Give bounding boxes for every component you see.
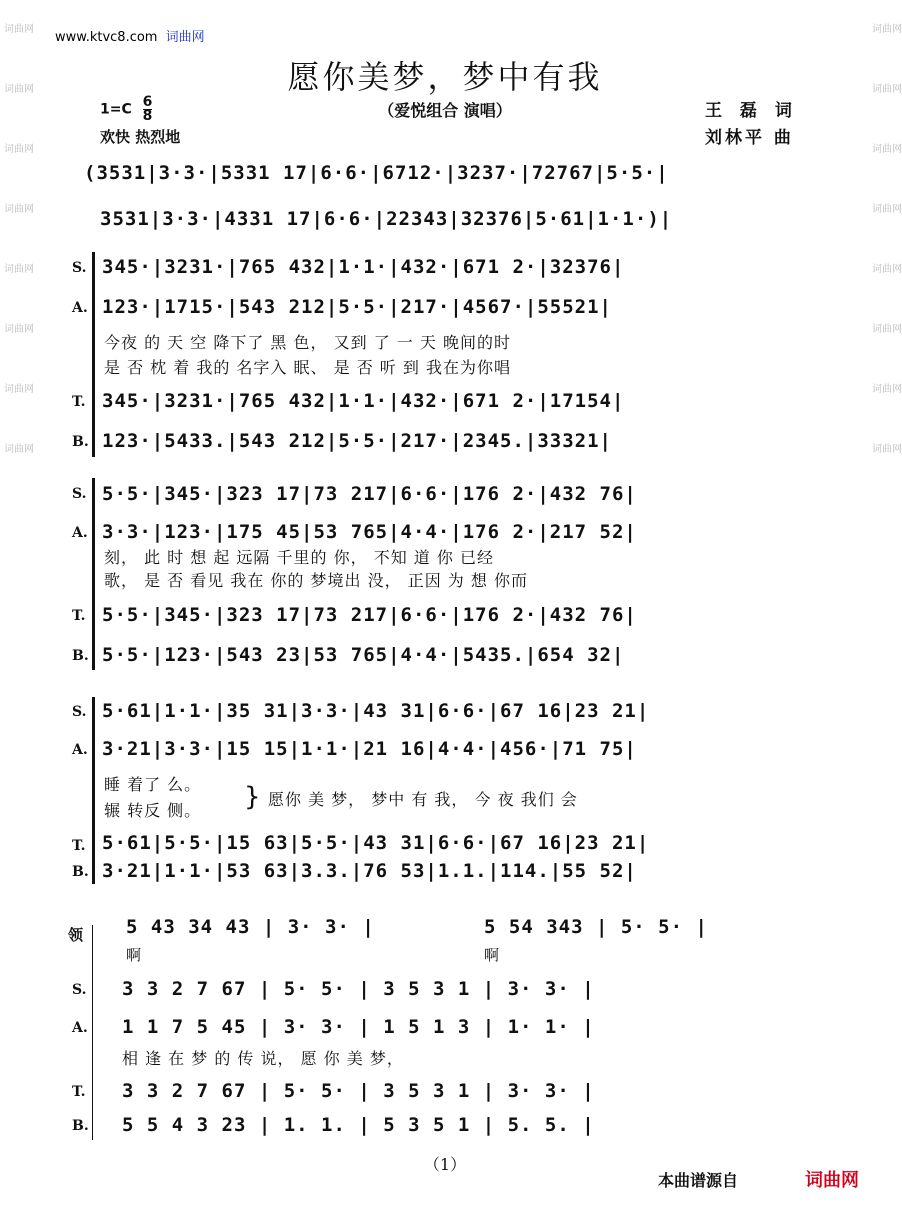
system-3-tenor: 5·61|5·5·|15 63|5·5·|43 31|6·6·|67 16|23 21| — [102, 832, 650, 854]
system-2-lyric-2: 歌， 是 否 看见 我在 你的 梦境出 没， 正因 为 想 你而 — [104, 571, 528, 590]
time-top: 6 — [142, 94, 153, 110]
system-4-tenor: 3 3 2 7 67 | 5· 5· | 3 5 3 1 | 3· 3· | — [122, 1080, 595, 1102]
watermark-text: 词曲网 — [4, 144, 34, 155]
system-4-lead-2: 5 54 343 | 5· 5· | — [484, 916, 708, 938]
time-signature — [143, 96, 153, 123]
system-1-tenor: 345·|3231·|765 432|1·1·|432·|671 2·|17154| — [102, 390, 625, 412]
part-label-s: S. — [72, 260, 87, 276]
watermark-text: 词曲网 — [4, 24, 34, 35]
key-label: 1=C — [100, 101, 132, 118]
source-note: 本曲谱源自 — [658, 1171, 739, 1190]
part-label-t: T. — [72, 608, 86, 624]
intro-line-1: (3531|3·3·|5331 17|6·6·|6712·|3237·|72767|5·5·| — [84, 162, 669, 184]
system-3-lyric-1: 睡 着了 么。 — [104, 775, 202, 794]
system-2-alto: 3·3·|123·|175 45|53 765|4·4·|176 2·|217 52| — [102, 521, 637, 543]
system-1-bass: 123·|5433.|543 212|5·5·|217·|2345.|33321| — [102, 430, 612, 452]
part-label-t: T. — [72, 838, 86, 854]
system-3-lyric-3: 愿你 美 梦， 梦中 有 我， 今 夜 我们 会 — [268, 790, 578, 809]
page-number: （1） — [423, 1155, 467, 1174]
system-4-brace — [92, 925, 93, 1140]
part-label-t: T. — [72, 1084, 86, 1100]
system-4-soprano: 3 3 2 7 67 | 5· 5· | 3 5 3 1 | 3· 3· | — [122, 978, 595, 1000]
part-label-b: B. — [72, 434, 89, 450]
watermark-text: 词曲网 — [4, 264, 34, 275]
song-title: 愿你美梦，梦中有我 — [287, 58, 603, 96]
system-4-alto: 1 1 7 5 45 | 3· 3· | 1 5 1 3 | 1· 1· | — [122, 1016, 595, 1038]
time-bottom: 8 — [142, 108, 153, 124]
system-4-lyric: 相 逢 在 梦 的 传 说， 愿 你 美 梦， — [122, 1049, 404, 1068]
site-brand[interactable]: 词曲网 — [165, 30, 205, 45]
site-url[interactable]: www.ktvc8.com — [55, 30, 158, 45]
watermark-text: 词曲网 — [4, 84, 34, 95]
system-1-brace — [92, 252, 95, 457]
watermark-text: 词曲网 — [872, 444, 902, 455]
system-3-brace — [92, 697, 95, 884]
site-header — [55, 26, 205, 45]
watermark-text: 词曲网 — [872, 384, 902, 395]
lyricist: 王 磊 词 — [705, 101, 798, 121]
part-label-a: A. — [72, 742, 88, 758]
song-subtitle: （爱悦组合 演唱） — [378, 101, 512, 120]
tempo-marking: 欢快 热烈地 — [100, 128, 181, 146]
watermark-text: 词曲网 — [872, 204, 902, 215]
part-label-s: S. — [72, 982, 87, 998]
footer-brand[interactable]: 词曲网 — [805, 1170, 859, 1191]
system-1-alto: 123·|1715·|543 212|5·5·|217·|4567·|55521| — [102, 296, 612, 318]
system-4-lead-lyric-1: 啊 — [126, 946, 143, 964]
lyric-brace: } — [244, 782, 262, 812]
system-1-soprano: 345·|3231·|765 432|1·1·|432·|671 2·|32376| — [102, 256, 625, 278]
system-4-lead-1: 5 43 34 43 | 3· 3· | — [126, 916, 375, 938]
system-3-alto: 3·21|3·3·|15 15|1·1·|21 16|4·4·|456·|71 75| — [102, 738, 637, 760]
part-label-a: A. — [72, 525, 88, 541]
watermark-text: 词曲网 — [872, 144, 902, 155]
system-4-bass: 5 5 4 3 23 | 1. 1. | 5 3 5 1 | 5. 5. | — [122, 1114, 595, 1136]
system-2-lyric-1: 刻， 此 时 想 起 远隔 千里的 你， 不知 道 你 已经 — [104, 548, 494, 567]
part-label-a: A. — [72, 300, 88, 316]
system-2-brace — [92, 478, 95, 670]
part-label-lead: 领 — [68, 926, 84, 944]
system-2-bass: 5·5·|123·|543 23|53 765|4·4·|5435.|654 32| — [102, 644, 625, 666]
part-label-s: S. — [72, 704, 87, 720]
part-label-s: S. — [72, 486, 87, 502]
part-label-b: B. — [72, 864, 89, 880]
watermark-text: 词曲网 — [4, 384, 34, 395]
intro-line-2: 3531|3·3·|4331 17|6·6·|22343|32376|5·61|1·1·)| — [100, 208, 673, 230]
system-2-soprano: 5·5·|345·|323 17|73 217|6·6·|176 2·|432 76| — [102, 483, 637, 505]
system-2-tenor: 5·5·|345·|323 17|73 217|6·6·|176 2·|432 76| — [102, 604, 637, 626]
system-1-lyric-2: 是 否 枕 着 我的 名字入 眠、 是 否 听 到 我在为你唱 — [104, 358, 511, 377]
watermark-text: 词曲网 — [4, 444, 34, 455]
watermark-text: 词曲网 — [872, 324, 902, 335]
system-3-bass: 3·21|1·1·|53 63|3.3.|76 53|1.1.|114.|55 52| — [102, 860, 637, 882]
part-label-t: T. — [72, 394, 86, 410]
system-3-lyric-2: 辗 转反 侧。 — [104, 801, 202, 820]
key-signature — [100, 96, 152, 123]
system-3-soprano: 5·61|1·1·|35 31|3·3·|43 31|6·6·|67 16|23 21| — [102, 700, 650, 722]
system-1-lyric-1: 今夜 的 天 空 降下了 黑 色， 又到 了 一 天 晚间的时 — [104, 333, 511, 352]
watermark-text: 词曲网 — [4, 204, 34, 215]
part-label-b: B. — [72, 1118, 89, 1134]
watermark-text: 词曲网 — [4, 324, 34, 335]
watermark-text: 词曲网 — [872, 24, 902, 35]
part-label-b: B. — [72, 648, 89, 664]
composer: 刘林平 曲 — [705, 128, 794, 148]
watermark-text: 词曲网 — [872, 264, 902, 275]
watermark-text: 词曲网 — [872, 84, 902, 95]
system-4-lead-lyric-2: 啊 — [484, 946, 501, 964]
part-label-a: A. — [72, 1020, 88, 1036]
